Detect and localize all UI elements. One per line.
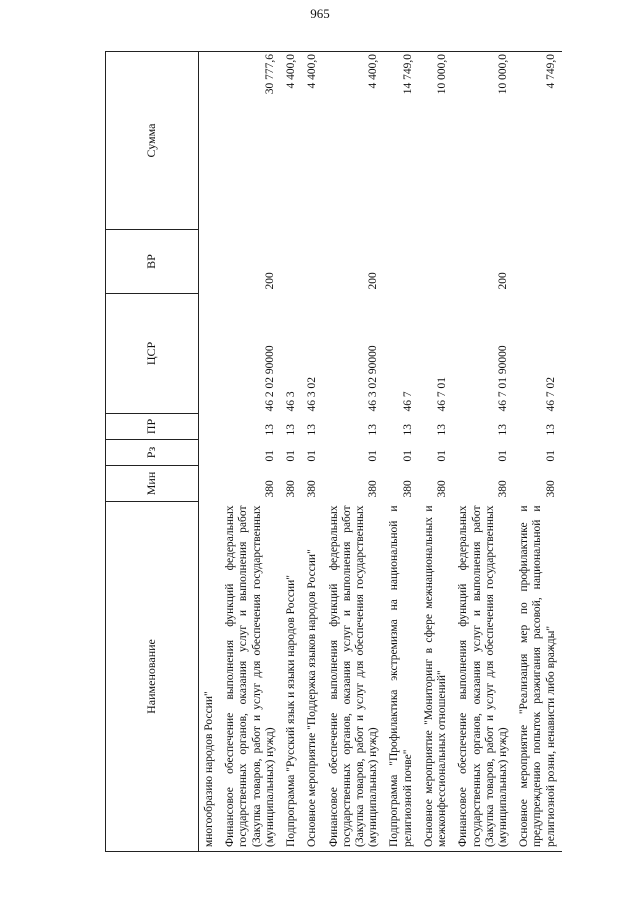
table-row	[514, 52, 562, 852]
row-rz: 01	[367, 450, 380, 462]
row-min: 380	[401, 480, 414, 498]
row-name: Подпрограмма "Профилактика экстремизма на национальной и религиозной почве"	[384, 502, 418, 852]
row-name: Финансовое обеспечение выполнения функций федеральных государственных органов, оказания услуг и выполнения работ (Закупка товаров, работ и услуг для обеспечения государственных (муниципальных) нужд)	[324, 502, 385, 852]
row-pr: 13	[285, 424, 298, 436]
row-vr	[419, 230, 453, 294]
page-number: 965	[310, 6, 330, 21]
header-csr: ЦСР	[106, 294, 199, 414]
header-vr: ВР	[106, 230, 199, 294]
table-row	[220, 52, 281, 852]
row-csr: 46 2 02 90000	[263, 345, 276, 412]
row-vr: 200	[367, 272, 380, 290]
budget-table	[105, 51, 562, 852]
row-csr: 46 7 01	[436, 377, 449, 412]
row-sum: 14 749,0	[384, 52, 418, 230]
row-rz: 01	[496, 450, 509, 462]
table-row	[384, 52, 418, 852]
row-csr: 46 7	[401, 391, 414, 412]
row-pr	[199, 414, 221, 440]
row-min: 380	[306, 480, 319, 498]
table-row	[281, 52, 302, 852]
row-sum: 4 400,0	[281, 52, 302, 230]
row-pr: 13	[496, 424, 509, 436]
row-pr: 13	[544, 424, 557, 436]
row-name: Основное мероприятие "Реализация мер по профилактике и предупреждению попыток разжигания расовой, национальной и религиозной розни, ненависти либо вражды"	[514, 502, 562, 852]
table-header	[106, 52, 199, 852]
row-min: 380	[436, 480, 449, 498]
row-min: 380	[263, 480, 276, 498]
row-rz: 01	[285, 450, 298, 462]
row-min	[199, 466, 221, 502]
row-pr: 13	[263, 424, 276, 436]
row-min: 380	[544, 480, 557, 498]
budget-table-container	[105, 52, 595, 852]
row-vr: 200	[263, 272, 276, 290]
row-rz	[199, 440, 221, 466]
row-rz: 01	[544, 450, 557, 462]
row-csr: 46 7 01 90000	[496, 345, 509, 412]
row-sum: 10 000,0	[453, 52, 514, 230]
row-name: Подпрограмма "Русский язык и языки народов России"	[281, 502, 302, 852]
row-name: Финансовое обеспечение выполнения функций федеральных государственных органов, оказания услуг и выполнения работ (Закупка товаров, работ и услуг для обеспечения государственных (муниципальных) нужд)	[220, 502, 281, 852]
row-min: 380	[496, 480, 509, 498]
row-vr	[514, 230, 562, 294]
header-name: Наименование	[106, 502, 199, 852]
row-sum	[199, 52, 221, 230]
row-vr	[281, 230, 302, 294]
table-row	[302, 52, 323, 852]
row-rz: 01	[401, 450, 414, 462]
row-min: 380	[367, 480, 380, 498]
row-csr: 46 3 02 90000	[367, 345, 380, 412]
row-rz: 01	[436, 450, 449, 462]
row-min: 380	[285, 480, 298, 498]
table-row	[419, 52, 453, 852]
row-vr	[384, 230, 418, 294]
row-name: Основное мероприятие "Мониторинг в сфере межнациональных и межконфессиональных отношений"	[419, 502, 453, 852]
row-pr: 13	[367, 424, 380, 436]
row-sum: 4 400,0	[324, 52, 385, 230]
row-rz: 01	[306, 450, 319, 462]
row-vr	[302, 230, 323, 294]
row-sum: 4 749,0	[514, 52, 562, 230]
row-pr: 13	[306, 424, 319, 436]
row-pr: 13	[436, 424, 449, 436]
row-sum: 4 400,0	[302, 52, 323, 230]
row-rz: 01	[263, 450, 276, 462]
header-pr: ПР	[106, 414, 199, 440]
row-csr: 46 3	[285, 391, 298, 412]
header-min: Мин	[106, 466, 199, 502]
row-sum: 10 000,0	[419, 52, 453, 230]
row-pr: 13	[401, 424, 414, 436]
row-name: многообразию народов России"	[199, 502, 221, 852]
row-vr	[199, 230, 221, 294]
row-csr: 46 3 02	[306, 377, 319, 412]
row-name: Основное мероприятие "Поддержка языков народов России"	[302, 502, 323, 852]
header-sum: Сумма	[106, 52, 199, 230]
row-name: Финансовое обеспечение выполнения функций федеральных государственных органов, оказания услуг и выполнения работ (Закупка товаров, работ и услуг для обеспечения государственных (муниципальных) нужд)	[453, 502, 514, 852]
table-row	[199, 52, 221, 852]
table-body	[199, 52, 562, 852]
header-rz: Рз	[106, 440, 199, 466]
table-row	[324, 52, 385, 852]
row-sum: 30 777,6	[220, 52, 281, 230]
row-csr: 46 7 02	[544, 377, 557, 412]
table-row	[453, 52, 514, 852]
row-csr	[199, 294, 221, 414]
row-vr: 200	[496, 272, 509, 290]
